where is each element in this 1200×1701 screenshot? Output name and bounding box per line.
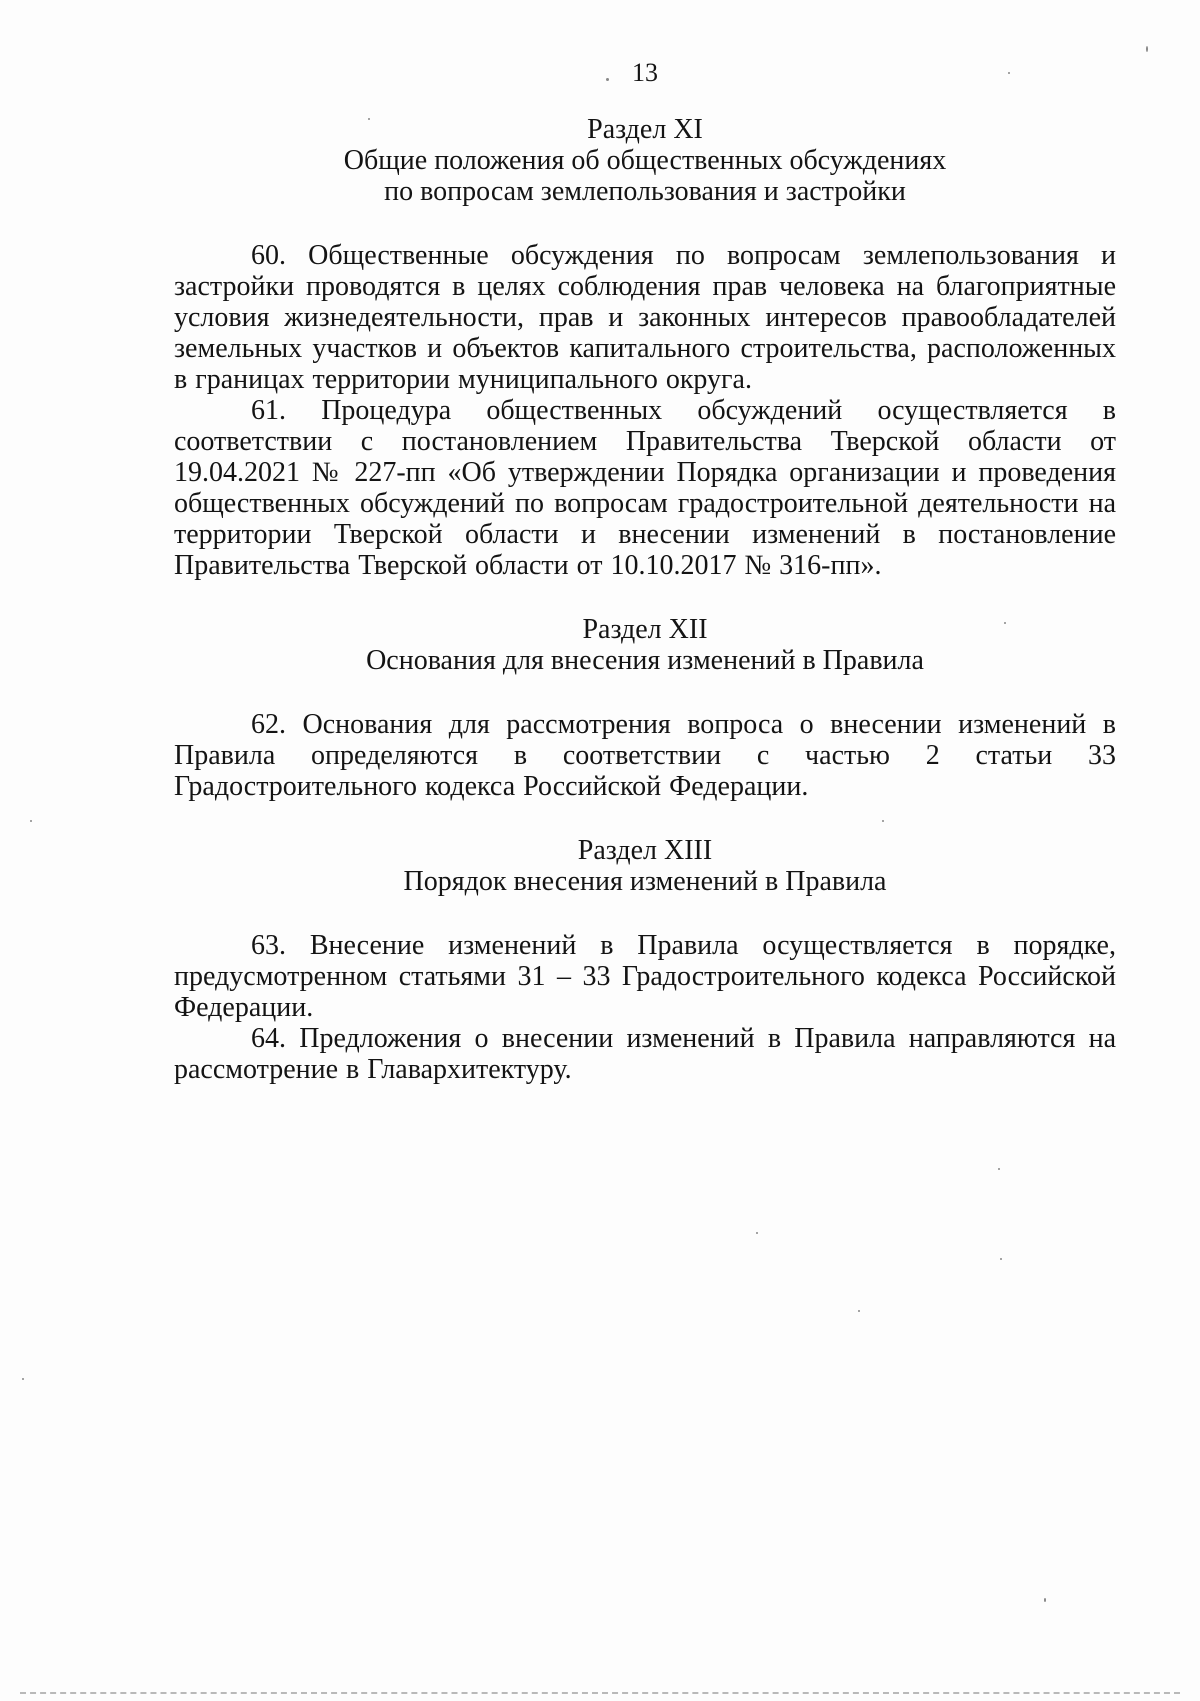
scan-speck <box>606 78 609 81</box>
section-heading-block <box>174 114 1116 207</box>
scan-speck <box>858 1310 860 1312</box>
section-title-line: Общие положения об общественных обсуждениях <box>343 145 947 176</box>
section-heading: Раздел XII <box>582 614 708 645</box>
scan-speck <box>756 1232 758 1234</box>
page-number: 13 <box>632 58 658 87</box>
paragraph: 61. Процедура общественных обсуждений осуществляется в соответствии с постановлением Правительства Тверской области от 19.04.2021 № 227-пп «Об утверждении Порядка организации и проведения общественных обсуждений по вопросам градостроительной деятельности на территории Тверской области и внесении изменений в постановление Правительства Тверской области от 10.10.2017 № 316-пп». <box>174 395 1116 581</box>
section-heading: Раздел XIII <box>577 835 713 866</box>
section-title-line: Основания для внесения изменений в Правила <box>366 645 924 676</box>
section-title-line: по вопросам землепользования и застройки <box>384 176 906 207</box>
paragraph: 63. Внесение изменений в Правила осуществляется в порядке, предусмотренном статьями 31 – 33 Градостроительного кодекса Российской Федерации. <box>174 930 1116 1023</box>
section-heading: Раздел XI <box>587 114 703 145</box>
scan-edge <box>20 1692 1180 1694</box>
scan-speck <box>1044 1598 1046 1602</box>
scan-speck <box>30 820 32 822</box>
scan-speck <box>1004 622 1006 624</box>
scan-speck <box>368 118 370 120</box>
paragraph: 64. Предложения о внесении изменений в Правила направляются на рассмотрение в Главархитектуру. <box>174 1023 1116 1085</box>
scan-speck <box>22 1378 24 1380</box>
section-title-line: Порядок внесения изменений в Правила <box>403 866 887 897</box>
scan-speck <box>1146 46 1148 52</box>
document-body <box>174 114 1116 1085</box>
paragraph: 62. Основания для рассмотрения вопроса о внесении изменений в Правила определяются в соответствии с частью 2 статьи 33 Градостроительного кодекса Российской Федерации. <box>174 709 1116 802</box>
section-heading-block <box>174 614 1116 676</box>
section-heading-block <box>174 835 1116 897</box>
scan-speck <box>998 1168 1000 1170</box>
scan-speck <box>882 820 884 822</box>
paragraph: 60. Общественные обсуждения по вопросам землепользования и застройки проводятся в целях соблюдения прав человека на благоприятные условия жизнедеятельности, прав и законных интересов правообладателей земельных участков и объектов капитального строительства, расположенных в границах территории муниципального округа. <box>174 240 1116 395</box>
scan-speck <box>1000 1258 1002 1260</box>
scan-speck <box>1008 72 1010 74</box>
